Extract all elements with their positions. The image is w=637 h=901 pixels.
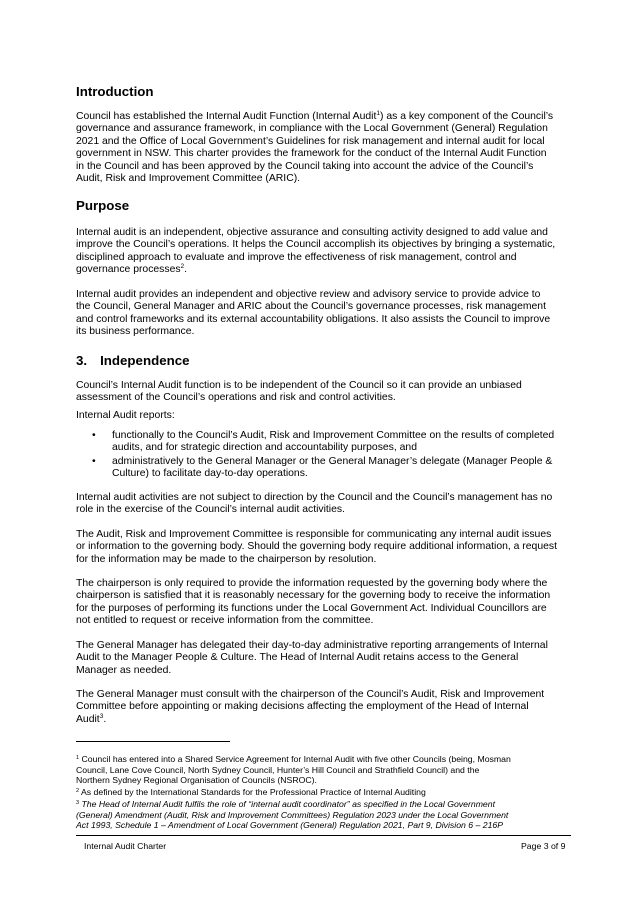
purpose-paragraph-2: Internal audit provides an independent and objective review and advisory service to provide advice to the Council, General Manager and ARIC about the Council’s governance processes, risk management and control frameworks and its external accountability obligations. It also assists the Council to improve its business performance.	[76, 289, 551, 338]
section-number: 3.	[76, 353, 88, 368]
footer-page-number: Page 3 of 9	[521, 841, 566, 851]
footnote-separator	[76, 741, 230, 742]
footnote-ref-3: 3	[99, 712, 104, 720]
footer-rule	[76, 835, 571, 836]
footnote-number: 3	[76, 800, 80, 806]
heading-independence	[76, 353, 190, 368]
footnote-1: $^1$ Council has entered into a Shared Service Agreement for Internal Audit with five other Councils (being, Mosman Council, Lane Cove Council, North Sydney Council, Hunter’s Hill Council and Strathfield Council) and the Northern Sydney Regional Organisation of Councils (NSROC).	[76, 754, 511, 786]
independence-paragraph-2: Internal audit activities are not subject to direction by the Council and the Council’s management has no role in the exercise of the Council’s internal audit activities.	[76, 492, 553, 516]
bullet-item-functional: functionally to the Council’s Audit, Risk and Improvement Committee on the results of completed audits, and for strategic direction and accountability purposes, and	[112, 430, 555, 454]
bullet-item-administrative: administratively to the General Manager or the General Manager’s delegate (Manager People & Culture) to facilitate day-to-day operations.	[112, 456, 553, 480]
section-title: Independence	[100, 353, 190, 368]
footnote-ref-2: 2	[180, 263, 185, 271]
independence-paragraph-5: The General Manager has delegated their day-to-day administrative reporting arrangements of Internal Audit to the Manager People & Culture. The Head of Internal Audit retains access to the General Manager as needed.	[76, 640, 548, 676]
independence-paragraph-3: The Audit, Risk and Improvement Committee is responsible for communicating any internal audit issues or information to the governing body. Should the governing body require additional information, a request for the information may be made to the chairperson by resolution.	[76, 529, 557, 565]
independence-paragraph-6: The General Manager must consult with the chairperson of the Council’s Audit, Risk and Improvement Committee before appointing or making decisions affecting the employment of the Head of Internal Audit$^3$.	[76, 689, 545, 725]
heading-introduction: Introduction	[76, 84, 154, 99]
footnote-number: 2	[76, 788, 80, 794]
bullet-marker: •	[92, 430, 96, 441]
footnote-2: $^2$ As defined by the International Standards for the Professional Practice of Internal Auditing	[76, 787, 426, 797]
footnote-number: 1	[76, 755, 80, 761]
footnote-3: $^3$ The Head of Internal Audit fulfils the role of “internal audit coordinator” as specified in the Local Government (General) Amendment (Audit, Risk and Improvement Committees) Regulation 2023 under the Local Government Act 1993, Schedule 1 – Amendment of Local Government (General) Regulation 2021, Part 9, Division 6 – 216P	[76, 799, 509, 831]
footnote-ref-1: 1	[376, 110, 380, 117]
independence-paragraph-4: The chairperson is only required to provide the information requested by the governing body where the chairperson is satisfied that it is reasonably necessary for the governing body to receive the information for the purposes of performing its functions under the Local Government Act. Individual Councillors are not entitled to request or receive information from the committee.	[76, 578, 551, 627]
reports-intro: Internal Audit reports:	[76, 410, 175, 421]
bullet-marker: •	[92, 456, 96, 467]
heading-purpose: Purpose	[76, 198, 130, 213]
purpose-paragraph-1: Internal audit is an independent, objective assurance and consulting activity designed to add value and improve the Council’s operations. It helps the Council accomplish its objectives by bringing a systematic, disciplined approach to evaluate and improve the effectiveness of risk management, control and governance processes$^2$.	[76, 227, 556, 276]
independence-paragraph-1: Council’s Internal Audit function is to be independent of the Council so it can provide an unbiased assessment of the Council’s operations and risk and control activities.	[76, 380, 522, 404]
footer-document-title: Internal Audit Charter	[84, 841, 167, 851]
introduction-paragraph: Council has established the Internal Audit Function (Internal Audit$^1$) as a key component of the Council’s governance and assurance framework, in compliance with the Local Government (General) Regulation 2021 and the Office of Local Government’s Guidelines for risk management and internal audit for local government in NSW. This charter provides the framework for the conduct of the Internal Audit Function in the Council and has been approved by the Council taking into account the advice of the Council’s Audit, Risk and Improvement Committee (ARIC).	[76, 110, 554, 185]
